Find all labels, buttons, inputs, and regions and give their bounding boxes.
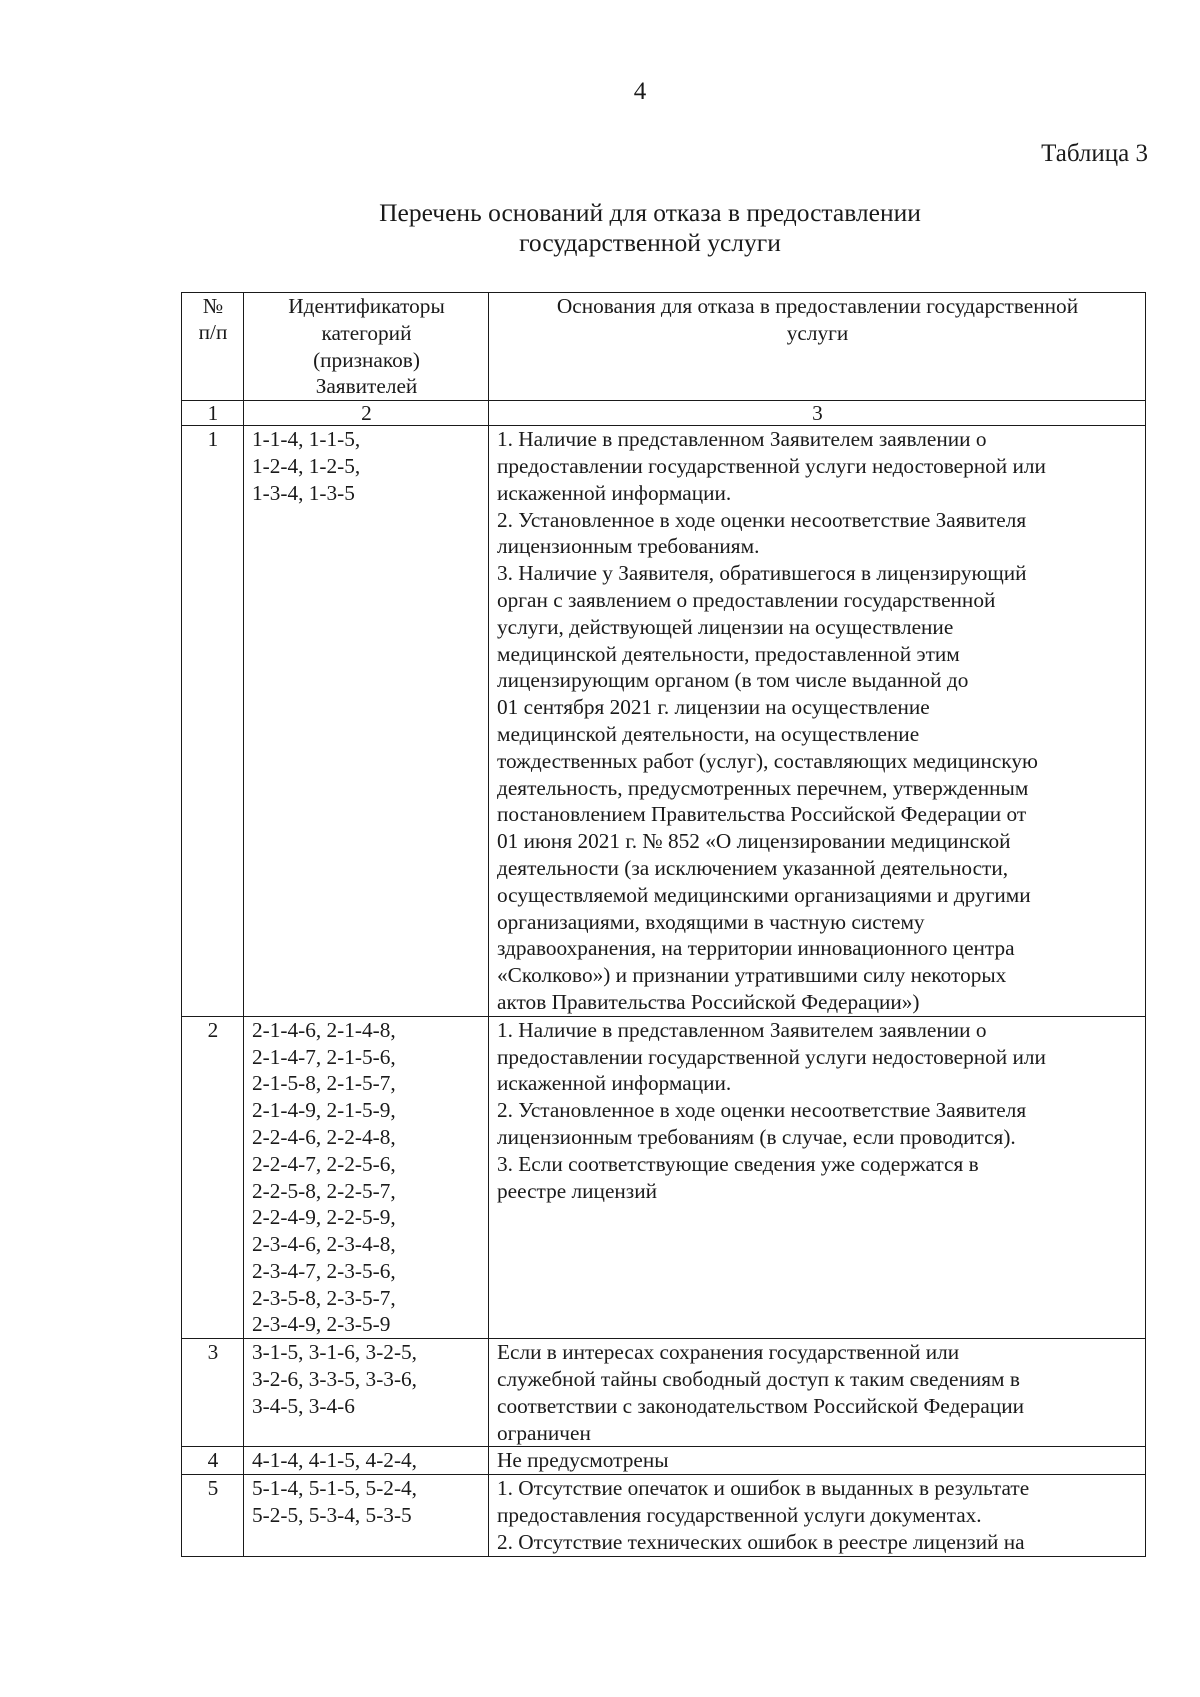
table-row bbox=[182, 1339, 1146, 1447]
table-header-row bbox=[182, 293, 1146, 401]
grounds-line: предоставлении государственной услуги недостоверной или bbox=[497, 453, 1046, 478]
grounds-line: предоставления государственной услуги документах. bbox=[497, 1503, 982, 1528]
grounds-line: Не предусмотрены bbox=[497, 1448, 669, 1473]
table-row bbox=[182, 1016, 1146, 1339]
header-line: категорий bbox=[321, 320, 412, 345]
applicant-category-ids bbox=[244, 426, 489, 1017]
id-line: 1-2-4, 1-2-5, bbox=[252, 453, 361, 478]
refusal-grounds bbox=[489, 1447, 1146, 1475]
applicant-category-ids bbox=[244, 1016, 489, 1339]
grounds-line: искаженной информации. bbox=[497, 1071, 732, 1096]
header-line: Основания для отказа в предоставлении государственной bbox=[556, 294, 1079, 318]
document-title bbox=[300, 198, 1000, 258]
id-line: 2-3-4-9, 2-3-5-9 bbox=[252, 1312, 391, 1337]
grounds-line: услуги, действующей лицензии на осуществление bbox=[497, 614, 954, 639]
applicant-category-ids bbox=[244, 1475, 489, 1556]
table-row bbox=[182, 1447, 1146, 1475]
grounds-line: деятельность, предусмотренных перечнем, утвержденным bbox=[497, 775, 1029, 800]
id-line: 2-3-5-8, 2-3-5-7, bbox=[252, 1285, 396, 1310]
refusal-grounds bbox=[489, 1475, 1146, 1556]
id-line: 2-1-4-6, 2-1-4-8, bbox=[252, 1017, 396, 1042]
grounds-line: ограничен bbox=[497, 1420, 591, 1445]
id-line: 2-3-4-6, 2-3-4-8, bbox=[252, 1232, 396, 1257]
grounds-line: медицинской деятельности, на осуществление bbox=[497, 721, 920, 746]
table-label: Таблица 3 bbox=[1041, 140, 1148, 167]
grounds-line: лицензионным требованиям. bbox=[497, 534, 760, 559]
grounds-line: лицензирующим органом (в том числе выданной до bbox=[497, 668, 969, 693]
grounds-line: здравоохранения, на территории инновационного центра bbox=[497, 936, 1015, 961]
id-line: 3-2-6, 3-3-5, 3-3-6, bbox=[252, 1367, 418, 1392]
page-number: 4 bbox=[633, 78, 647, 105]
header-grounds bbox=[489, 293, 1146, 401]
grounds-line: тождественных работ (услуг), составляющих медицинскую bbox=[497, 748, 1038, 773]
grounds-line: 01 сентября 2021 г. лицензии на осуществление bbox=[497, 695, 930, 720]
id-line: 1-1-4, 1-1-5, bbox=[252, 427, 361, 452]
grounds-line: осуществляемой медицинскими организациями и другими bbox=[497, 882, 1031, 907]
header-line: услуги bbox=[786, 320, 849, 345]
column-number-row bbox=[182, 401, 1146, 426]
id-line: 5-2-5, 5-3-4, 5-3-5 bbox=[252, 1503, 412, 1528]
grounds-line: медицинской деятельности, предоставленной этим bbox=[497, 641, 960, 666]
row-number: 4 bbox=[182, 1447, 244, 1475]
grounds-line: 3. Если соответствующие сведения уже содержатся в bbox=[497, 1151, 979, 1176]
grounds-line: 1. Наличие в представленном Заявителем заявлении о bbox=[497, 1017, 987, 1042]
id-line: 2-2-4-9, 2-2-5-9, bbox=[252, 1205, 396, 1230]
refusal-grounds bbox=[489, 1339, 1146, 1447]
table-row bbox=[182, 426, 1146, 1017]
id-line: 2-2-5-8, 2-2-5-7, bbox=[252, 1178, 396, 1203]
row-number: 3 bbox=[182, 1339, 244, 1447]
header-identifiers bbox=[244, 293, 489, 401]
id-line: 1-3-4, 1-3-5 bbox=[252, 480, 355, 505]
grounds-line: 01 июня 2021 г. № 852 «О лицензировании медицинской bbox=[497, 829, 1011, 854]
grounds-line: служебной тайны свободный доступ к таким сведениям в bbox=[497, 1367, 1020, 1392]
id-line: 2-1-4-9, 2-1-5-9, bbox=[252, 1098, 396, 1123]
grounds-line: 2. Установленное в ходе оценки несоответствие Заявителя bbox=[497, 507, 1027, 532]
grounds-line: искаженной информации. bbox=[497, 480, 732, 505]
grounds-line: 1. Отсутствие опечаток и ошибок в выданных в результате bbox=[497, 1476, 1030, 1501]
header-line: № bbox=[202, 294, 224, 318]
applicant-category-ids bbox=[244, 1339, 489, 1447]
grounds-line: предоставлении государственной услуги недостоверной или bbox=[497, 1044, 1046, 1069]
grounds-line: 2. Установленное в ходе оценки несоответствие Заявителя bbox=[497, 1098, 1027, 1123]
grounds-line: Если в интересах сохранения государственной или bbox=[497, 1340, 960, 1365]
grounds-line: постановлением Правительства Российской Федерации от bbox=[497, 802, 1027, 827]
row-number: 2 bbox=[182, 1016, 244, 1339]
header-line: (признаков) bbox=[313, 347, 420, 372]
grounds-line: деятельности (за исключением указанной деятельности, bbox=[497, 855, 1009, 880]
grounds-line: организациями, входящими в частную систему bbox=[497, 909, 925, 934]
grounds-line: реестре лицензий bbox=[497, 1178, 658, 1203]
id-line: 3-4-5, 3-4-6 bbox=[252, 1393, 355, 1418]
id-line: 2-1-4-7, 2-1-5-6, bbox=[252, 1044, 396, 1069]
grounds-line: 1. Наличие в представленном Заявителем заявлении о bbox=[497, 427, 987, 452]
column-number: 3 bbox=[489, 401, 1146, 426]
id-line: 2-2-4-7, 2-2-5-6, bbox=[252, 1151, 396, 1176]
refusal-grounds-table bbox=[181, 292, 1146, 1557]
id-line: 2-3-4-7, 2-3-5-6, bbox=[252, 1258, 396, 1283]
column-number: 2 bbox=[244, 401, 489, 426]
header-line: Заявителей bbox=[315, 374, 418, 399]
grounds-line: соответствии с законодательством Российской Федерации bbox=[497, 1393, 1025, 1418]
refusal-grounds bbox=[489, 1016, 1146, 1339]
id-line: 3-1-5, 3-1-6, 3-2-5, bbox=[252, 1340, 418, 1365]
header-line: п/п bbox=[198, 320, 228, 344]
grounds-line: «Сколково») и признании утратившими силу некоторых bbox=[497, 963, 1007, 988]
title-line: государственной услуги bbox=[519, 228, 781, 257]
title-line: Перечень оснований для отказа в предоставлении bbox=[379, 198, 921, 227]
header-line: Идентификаторы bbox=[288, 294, 445, 318]
header-number bbox=[182, 293, 244, 401]
id-line: 5-1-4, 5-1-5, 5-2-4, bbox=[252, 1476, 418, 1501]
row-number: 1 bbox=[182, 426, 244, 1017]
row-number: 5 bbox=[182, 1475, 244, 1556]
grounds-line: орган с заявлением о предоставлении государственной bbox=[497, 587, 996, 612]
table-row bbox=[182, 1475, 1146, 1556]
grounds-line: актов Правительства Российской Федерации») bbox=[497, 989, 920, 1014]
grounds-line: лицензионным требованиям (в случае, если проводится). bbox=[497, 1124, 1016, 1149]
grounds-line: 2. Отсутствие технических ошибок в реестре лицензий на bbox=[497, 1529, 1025, 1554]
column-number: 1 bbox=[182, 401, 244, 426]
applicant-category-ids bbox=[244, 1447, 489, 1475]
id-line: 2-1-5-8, 2-1-5-7, bbox=[252, 1071, 396, 1096]
id-line: 4-1-4, 4-1-5, 4-2-4, bbox=[252, 1448, 418, 1473]
grounds-line: 3. Наличие у Заявителя, обратившегося в лицензирующий bbox=[497, 561, 1027, 586]
refusal-grounds bbox=[489, 426, 1146, 1017]
id-line: 2-2-4-6, 2-2-4-8, bbox=[252, 1124, 396, 1149]
